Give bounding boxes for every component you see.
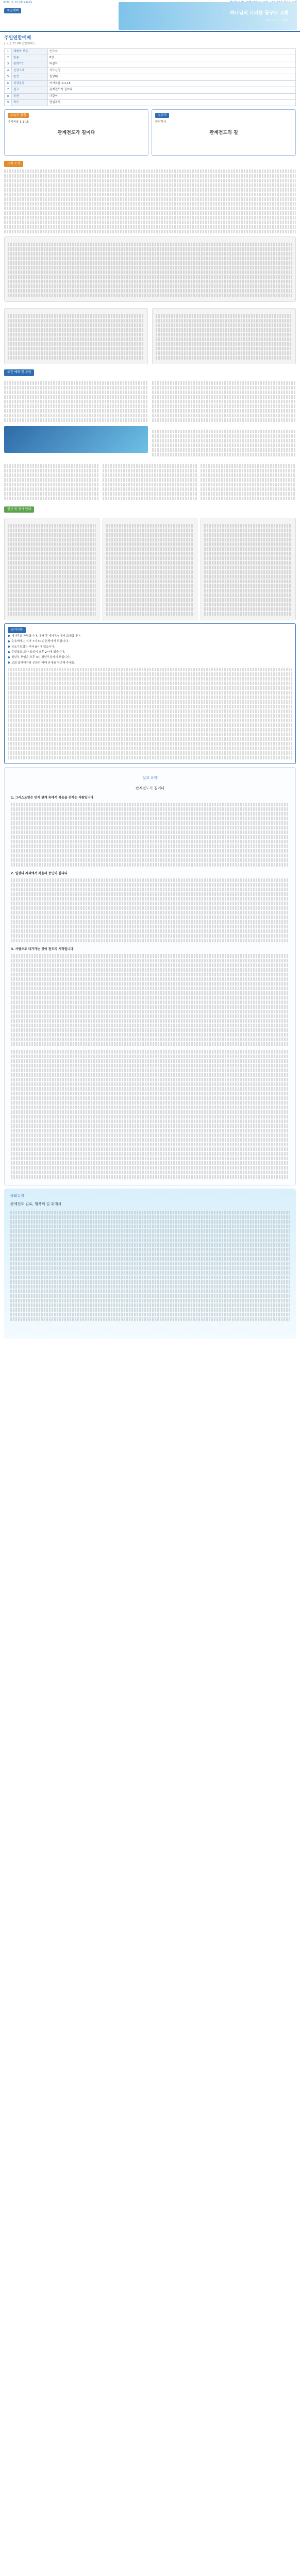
info-grey-box <box>4 236 296 302</box>
notice-list <box>8 635 292 666</box>
worship-row-value: 마가복음 1:1-15 <box>48 80 296 87</box>
column-head: 목회칼럼 <box>10 1194 25 1198</box>
header-title-wrap <box>4 8 118 13</box>
worship-row-value: 관계전도가 길이다 <box>48 87 296 93</box>
info-grid <box>4 305 296 364</box>
header-chip: 주일예배 <box>4 8 21 13</box>
worship-row-label: 찬송 <box>12 55 48 61</box>
worship-row-label: 신앙고백 <box>12 67 48 74</box>
worship-row <box>5 55 296 61</box>
schedule-right <box>152 379 296 423</box>
schedule-section-head: 주간 예배 및 모임 <box>4 369 34 376</box>
worship-row-value: 사도신경 <box>48 67 296 74</box>
sermon-box-1-head: 오늘의 말씀 <box>8 113 29 118</box>
worship-row-num: 4 <box>5 67 12 74</box>
worship-row-label: 찬양 <box>12 74 48 80</box>
worship-row-num: 1 <box>5 48 12 55</box>
notice-section-head: 공지사항 <box>8 627 26 633</box>
info-text <box>4 170 296 233</box>
notice-item <box>8 640 292 643</box>
worship-row-label: 성경봉독 <box>12 80 48 87</box>
worship-row-label: 설교 <box>12 87 48 93</box>
worship-row <box>5 80 296 87</box>
worship-row-value: 다같이 <box>48 61 296 67</box>
issue-date: 2022. 3. 13 (제1234호) <box>3 1 32 4</box>
worship-row-label: 축도 <box>12 99 48 106</box>
worship-row <box>5 93 296 99</box>
sermon-box-2-head: 설교자 <box>155 113 169 118</box>
sermon-box-1-big: 관계전도가 길이다 <box>57 130 95 135</box>
worship-row-value: 담임목사 <box>48 99 296 106</box>
worship-row-value: 인도자 <box>48 48 296 55</box>
worship-row-num: 9 <box>5 99 12 106</box>
worship-row <box>5 87 296 93</box>
worship-row-num: 6 <box>5 80 12 87</box>
schedule-left <box>4 379 148 423</box>
notice-text: 교회 홈페이지와 온라인 예배 안내를 참고해 주세요. <box>11 661 75 665</box>
worship-row-num: 2 <box>5 55 12 61</box>
column-title: 관계전도 길로, 행복의 길 위에서 <box>10 1201 62 1206</box>
pastor-column <box>4 1189 296 1339</box>
schedule-photo-row <box>4 426 296 457</box>
sermon-box-2-text: 담임목사 <box>155 121 166 124</box>
sermon-box-1 <box>4 109 148 156</box>
notice-item <box>8 656 292 659</box>
worship-row-num: 5 <box>5 74 12 80</box>
worship-section <box>4 35 296 106</box>
notice-text: 금요기도회는 저녁 8시에 있습니다. <box>11 645 55 649</box>
bullet-icon <box>8 651 10 653</box>
notice-text: 새가족을 환영합니다. 예배 후 새가족실에서 교제합니다. <box>11 634 81 638</box>
sermon-point-3: 3. 사랑으로 다가가는 것이 전도의 시작입니다 <box>11 947 74 952</box>
banner-subtitle: CHURCH · 2022 <box>264 19 289 22</box>
sermon-summary-head: 설교 요약 <box>142 776 158 781</box>
worship-table <box>4 48 296 107</box>
info-left-box <box>4 308 148 364</box>
notice-item <box>8 635 292 638</box>
header <box>0 0 300 32</box>
schedule-section <box>4 369 296 501</box>
info-section-head: 교회 소식 <box>4 161 23 167</box>
notice-section <box>4 623 296 765</box>
notice-text: 청년부 모임은 오후 3시 청년부실에서 모입니다. <box>11 656 71 659</box>
worship-row-value: 다같이 <box>48 93 296 99</box>
sermon-title: 관계전도가 길이다 <box>135 786 165 790</box>
notice-text: 수요예배는 저녁 7시 30분 본당에서 드립니다. <box>11 640 69 643</box>
sermon-point-1: 1. 그리스도인은 먼저 관계 속에서 복음을 전하는 사람입니다 <box>11 796 94 800</box>
sermon-point-2: 2. 일상의 자리에서 복음의 증인이 됩니다 <box>11 872 68 876</box>
sermon-summary <box>4 767 296 1185</box>
offering-section <box>4 506 296 620</box>
worship-row <box>5 74 296 80</box>
worship-row-label: 예배의 부름 <box>12 48 48 55</box>
info-right-box <box>152 308 296 364</box>
bullet-icon <box>8 656 10 658</box>
header-banner <box>119 2 297 30</box>
bullet-icon <box>8 646 10 648</box>
schedule-grid <box>4 379 296 423</box>
worship-row-label: 봉헌 <box>12 93 48 99</box>
worship-row-num: 8 <box>5 93 12 99</box>
sermon-box-2 <box>152 109 296 156</box>
worship-row-value: 찬양대 <box>48 74 296 80</box>
sermon-boxes <box>4 109 296 156</box>
info-section <box>4 161 296 364</box>
bullet-icon <box>8 635 10 637</box>
worship-row <box>5 99 296 106</box>
church-photo <box>4 426 148 453</box>
notice-text: 주일학교 교사 모임이 오후 2시에 있습니다. <box>11 651 65 654</box>
notice-item <box>8 651 292 654</box>
notice-item <box>8 662 292 665</box>
worship-title: 주일연합예배 <box>4 36 31 41</box>
worship-row-label: 참회기도 <box>12 61 48 67</box>
worship-row-value: 8장 <box>48 55 296 61</box>
offering-columns <box>4 515 296 620</box>
offering-section-head: 헌금 및 봉사 안내 <box>4 506 34 513</box>
worship-row <box>5 67 296 74</box>
schedule-photo-text <box>152 429 296 457</box>
schedule-columns <box>4 461 296 501</box>
bullet-icon <box>8 662 10 664</box>
bullet-icon <box>8 640 10 642</box>
worship-row-num: 3 <box>5 61 12 67</box>
worship-row-num: 7 <box>5 87 12 93</box>
worship-row <box>5 48 296 55</box>
notice-item <box>8 646 292 649</box>
banner-title: 하나님의 나라를 꿈꾸는 교회 <box>230 11 289 16</box>
sermon-box-2-big: 관계전도의 길 <box>209 130 238 135</box>
worship-row <box>5 61 296 67</box>
worship-subtitle: ( 오전 11:00 연합예배 ) <box>4 42 35 46</box>
sermon-box-1-text: 마가복음 1:1-15 <box>8 121 29 124</box>
